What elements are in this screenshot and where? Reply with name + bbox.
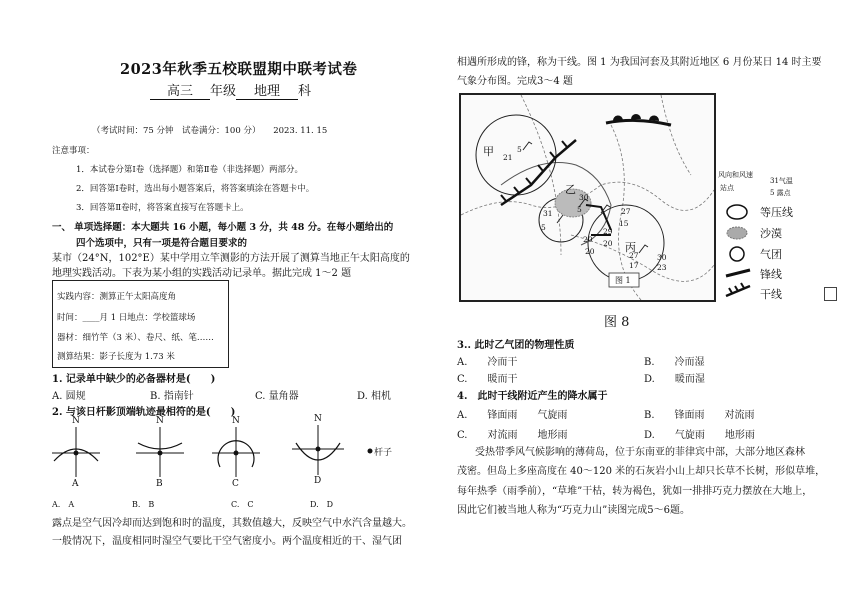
right-intro-line2: 气象分布图。完成3～4 题 <box>457 76 573 87</box>
q4-option-a: A. 锋面雨 气旋雨 <box>457 410 568 421</box>
legend-dryline: 干线 <box>760 288 782 301</box>
legend-airmass: 气团 <box>760 248 782 261</box>
airmass-symbol <box>730 247 744 261</box>
legend-desert: 沙漠 <box>760 227 782 240</box>
record-time: 时间：____月 1 日地点：学校篮球场 <box>57 313 196 323</box>
q2-option-d: D. D <box>310 500 334 509</box>
q2-label-a: A <box>72 479 79 489</box>
map-inner-caption: 图 1 <box>615 276 631 285</box>
q2-label-b: B <box>156 479 163 489</box>
map-num-3: 31 <box>543 209 553 218</box>
q2-option-c: C. C <box>231 500 254 509</box>
pole-legend-dot <box>368 449 373 454</box>
map-num-11: 27 <box>629 251 639 260</box>
intro-q1-2-line2: 地理实践活动。下表为某小组的实践活动记录单。据此完成 1～2 题 <box>52 268 352 279</box>
map-num-7: 27 <box>621 207 631 216</box>
q4-option-c: C. 对流雨 地形雨 <box>457 430 568 441</box>
dew-paragraph-line1: 露点是空气因冷却而达到饱和时的温度，其数值越大，反映空气中水汽含量越大。 <box>52 518 412 529</box>
legend-front: 锋线 <box>760 268 782 281</box>
q2-label-c: C <box>232 479 239 489</box>
dew-paragraph-line2: 一般情况下，温度相同时湿空气要比干空气密度小。两个温度相近的干、湿气团 <box>52 536 402 547</box>
map-num-15: 20 <box>583 235 593 244</box>
grade-value: 高三 <box>150 80 210 100</box>
diagram-b <box>136 427 184 477</box>
map-num-9: 29 <box>603 227 613 236</box>
activity-record-table <box>52 280 229 368</box>
q4-stem: 4. 此时干线附近产生的降水属于 <box>457 391 608 402</box>
exam-info: （考试时间：75 分钟 试卷满分：100 分） 2023. 11. 15 <box>92 126 328 136</box>
notice-item-3: 3．回答第Ⅱ卷时，将答案直接写在答题卡上。 <box>76 203 249 213</box>
legend-isobar: 等压线 <box>760 206 793 219</box>
diagram-d <box>292 425 344 475</box>
scroll-handle[interactable] <box>824 287 837 301</box>
section-heading-line1: 一、 单项选择题：本大题共 16 小题，每小题 3 分，共 48 分。在每小题给出的 <box>52 222 394 233</box>
intro-q5-6-line2: 茂密。但岛上多座高度在 40～120 米的石灰岩小山上却只长草不长树，形似草堆， <box>457 466 826 477</box>
q1-stem: 1. 记录单中缺少的必备器材是( ) <box>52 374 216 385</box>
air-mass-jia: 甲 <box>483 145 494 158</box>
intro-q5-6-line4: 因此它们被当地人称为“巧克力山”读图完成5～6题。 <box>457 505 690 516</box>
intro-q1-2-line1: 某市（24°N，102°E）某中学用立竿测影的方法开展了测算当地正午太阳高度的 <box>52 253 410 264</box>
q2-north-b: N <box>156 416 164 426</box>
map-num-14: 23 <box>657 263 667 272</box>
record-tools: 器材：细竹竿（3 米）、卷尺、纸、笔…… <box>57 333 214 343</box>
pole-legend-label: 杆子 <box>374 448 393 458</box>
notice-item-1: 1．本试卷分第Ⅰ卷（选择题）和第Ⅱ卷（非选择题）两部分。 <box>76 165 304 175</box>
q3-stem: 3.. 此时乙气团的物理性质 <box>457 340 575 351</box>
diagram-c <box>212 427 260 477</box>
q2-north-a: N <box>72 416 80 426</box>
intro-q5-6-line3: 每年热季（雨季前），“草堆”干枯，转为褐色，犹如一排排巧克力摆放在大地上， <box>457 486 813 497</box>
legend-station-label2: 站点 <box>720 184 734 192</box>
grade-suffix: 年级 <box>210 84 237 99</box>
map-num-2: 5 <box>517 145 522 154</box>
q3-option-d: D. 暖而湿 <box>644 374 705 385</box>
q1-option-d: D. 相机 <box>357 391 392 402</box>
figure-label: 图 8 <box>604 315 630 330</box>
q1-option-a: A. 圆规 <box>52 391 86 402</box>
map-num-6: 5 <box>577 205 582 214</box>
map-num-1: 21 <box>503 153 513 162</box>
q1-option-c: C. 量角器 <box>255 391 299 402</box>
q2-option-b: B. B <box>132 500 155 509</box>
record-content: 实践内容：测算正午太阳高度角 <box>57 292 177 302</box>
q2-north-d: N <box>314 414 322 424</box>
air-mass-bing: 丙 <box>625 241 636 254</box>
diagram-a <box>52 427 100 477</box>
exam-subtitle <box>150 80 311 100</box>
q2-option-a: A. A <box>52 500 75 509</box>
isobar-symbol <box>727 205 747 219</box>
map-num-5: 30 <box>579 193 589 202</box>
subject-value: 地理 <box>236 80 298 100</box>
front-symbol <box>726 270 750 276</box>
q3-option-c: C. 暖而干 <box>457 374 518 385</box>
exam-title: 2023年秋季五校联盟期中联考试卷 <box>120 61 358 78</box>
shadow-track-diagrams <box>52 415 414 510</box>
intro-q5-6-line1: 受热带季风气候影响的薄荷岛，位于东南亚的菲律宾中部，大部分地区森林 <box>475 447 805 458</box>
weather-map <box>459 93 716 302</box>
record-result: 测算结果：影子长度为 1.73 米 <box>57 352 175 362</box>
legend-symbols <box>724 200 764 310</box>
map-num-4: 5 <box>541 223 546 232</box>
q2-label-d: D <box>314 476 322 486</box>
legend-temp: 31气温 <box>770 177 793 185</box>
map-num-8: 15 <box>619 219 629 228</box>
legend-station-label: 风向和风速 <box>718 171 753 179</box>
map-num-10: 20 <box>603 239 613 248</box>
section-heading-line2: 四个选项中，只有一项是符合题目要求的 <box>76 238 248 249</box>
q3-option-a: A. 冷而干 <box>457 357 518 368</box>
notice-item-2: 2．回答第Ⅰ卷时，选出每小题答案后，将答案填涂在答题卡中。 <box>76 184 315 194</box>
desert-symbol <box>727 227 747 239</box>
map-num-16: 20 <box>585 247 595 256</box>
q3-option-b: B. 冷而湿 <box>644 357 705 368</box>
subject-suffix: 科 <box>298 84 312 99</box>
map-num-13: 30 <box>657 253 667 262</box>
right-intro-line1: 相遇所形成的锋，称为干线。图 1 为我国河套及其附近地区 6 月份某日 14 时主要 <box>457 57 822 68</box>
map-num-12: 17 <box>629 261 639 270</box>
q2-stem: 2. 与该日杆影顶端轨迹最相符的是( ) <box>52 407 236 418</box>
legend-dew: 5 露点 <box>770 189 791 197</box>
air-mass-yi: 乙 <box>565 183 576 196</box>
q2-north-c: N <box>232 416 240 426</box>
q4-option-b: B. 锋面雨 对流雨 <box>644 410 755 421</box>
q1-option-b: B. 指南针 <box>150 391 194 402</box>
q4-option-d: D. 气旋雨 地形雨 <box>644 430 755 441</box>
notice-heading: 注意事项： <box>52 146 95 156</box>
